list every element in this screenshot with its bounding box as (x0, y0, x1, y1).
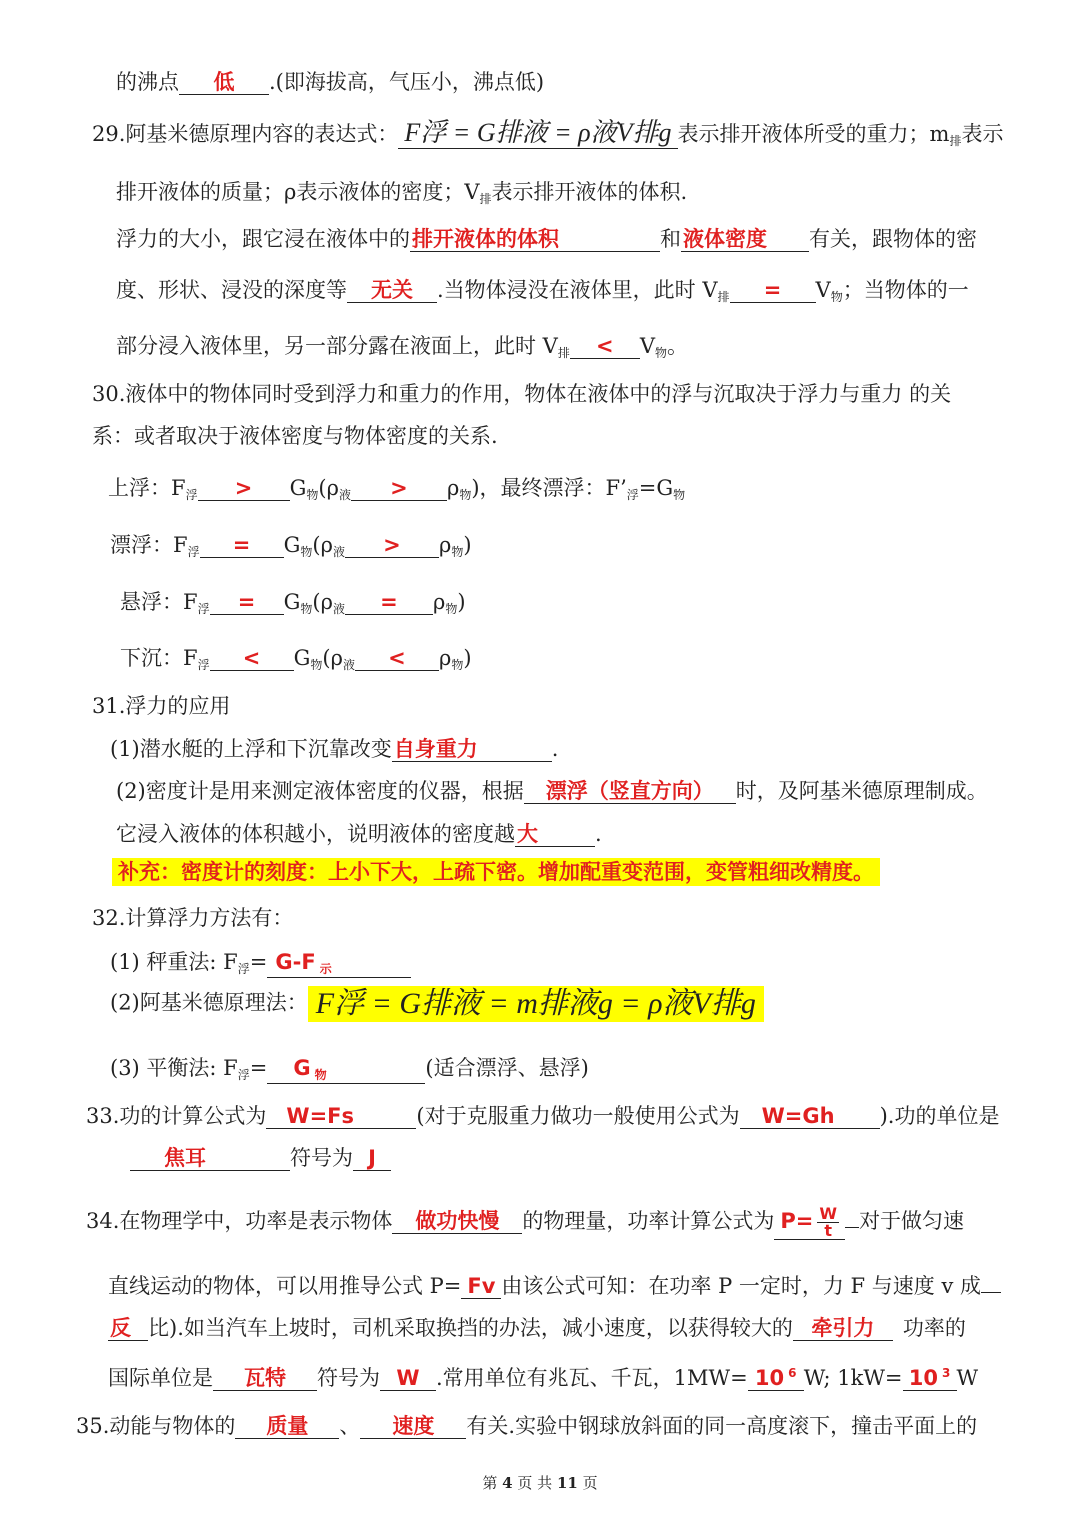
answer: > (383, 533, 401, 557)
text: 11 (556, 1474, 578, 1492)
answer-blank (524, 779, 736, 804)
answer: G-F (275, 950, 316, 974)
text-line (110, 737, 558, 762)
text: 浮力的大小，跟它浸在液体中的 (116, 227, 410, 251)
text: 页 (582, 1474, 598, 1492)
answer: 漂浮（竖直方向） (545, 779, 714, 803)
float-row-suspend (120, 590, 466, 616)
text: 符号为 (290, 1146, 353, 1170)
question-34 (86, 1206, 964, 1240)
subscript: 物 (310, 658, 323, 672)
text: 直线运动的物体，可以用推导公式 P= (108, 1274, 462, 1298)
question-33 (86, 1104, 999, 1129)
text: (2)密度计是用来测定液体密度的仪器，根据 (116, 779, 524, 803)
float-row-rise (108, 476, 685, 502)
text-line (116, 822, 602, 847)
text-line (108, 1366, 978, 1391)
subscript: 物 (655, 346, 668, 360)
text: ；当物体的一 (842, 278, 969, 302)
method-balance (110, 1056, 589, 1084)
answer: > (390, 476, 408, 500)
text: W (956, 1366, 979, 1390)
subscript: 物 (830, 290, 843, 304)
subscript: 物 (445, 602, 458, 616)
text (845, 1227, 859, 1228)
answer: 6 (788, 1366, 797, 1380)
answer-blank (213, 1366, 317, 1391)
text-line (116, 334, 688, 360)
text: 时，及阿基米德原理制成。 (735, 779, 988, 803)
text: (ρ (322, 646, 343, 670)
answer-blank (200, 533, 284, 558)
text: (1) 秤重法: F (110, 950, 238, 974)
subscript: 浮 (626, 488, 639, 502)
answer: 做功快慢 (415, 1209, 500, 1233)
answer: W=Fs (286, 1104, 355, 1128)
subscript: 排 (949, 134, 962, 148)
answer-blank (981, 1292, 1001, 1293)
text: 和 (660, 227, 681, 251)
answer: < (596, 334, 614, 358)
answer-blank (235, 1414, 339, 1439)
text: (对于克服重力做功一般使用公式为 (416, 1104, 740, 1128)
text: 悬浮：F (120, 590, 198, 614)
text: G (283, 533, 301, 557)
text-line (108, 1274, 1001, 1299)
answer: W=Gh (761, 1104, 835, 1128)
text: ) (463, 533, 472, 557)
answer-blank (108, 1316, 148, 1341)
text: 系：或者取决于液体密度与物体密度的关系. (92, 424, 498, 448)
text: 33.功的计算公式为 (86, 1104, 267, 1128)
text: 它浸入液体的体积越小，说明液体的密度越 (116, 822, 515, 846)
text: ) (457, 590, 466, 614)
text: .(即海拔高，气压小，沸点低) (269, 70, 545, 94)
text: . (551, 737, 559, 761)
answer: 牵引力 (811, 1316, 875, 1340)
answer-blank (774, 1206, 845, 1240)
answer: > (234, 476, 253, 500)
text: 部分浸入液体里，另一部分露在液面上，此时 V (116, 334, 558, 358)
answer-blank (793, 1316, 893, 1341)
text: 下沉：F (120, 646, 198, 670)
float-row-sink (120, 646, 472, 672)
text: G (293, 646, 311, 670)
text: 表示排开液体所受的重力；m (677, 122, 950, 146)
question-35 (76, 1414, 977, 1439)
answer-blank (353, 1146, 391, 1171)
answer-blank (351, 476, 447, 501)
text (817, 1206, 839, 1239)
subscript: 物 (451, 658, 464, 672)
text: =G (638, 476, 674, 500)
subscript: 物 (306, 488, 319, 502)
text: 。 (667, 334, 689, 358)
method-weighing (110, 950, 411, 978)
text: 页 共 (517, 1474, 553, 1492)
subscript: 物 (300, 602, 313, 616)
answer: 液体密度 (683, 227, 767, 251)
text: ρ (446, 476, 460, 500)
text: 30.液体中的物体同时受到浮力和重力的作用，物体在液体中的浮与沉取决于浮力与重力 的关 (92, 382, 952, 406)
text: 4 (502, 1474, 513, 1492)
supplement-note (112, 860, 880, 885)
text: 上浮：F (108, 476, 186, 500)
answer-blank (515, 822, 595, 847)
subscript: 排 (557, 346, 570, 360)
answer: 3 (941, 1366, 951, 1380)
text: 第 (482, 1474, 498, 1492)
answer: 速度 (392, 1414, 435, 1438)
text: 由该公式可知：在功率 P 一定时，力 F 与速度 v 成 (501, 1274, 982, 1298)
text: = (249, 950, 268, 974)
subscript: 液 (338, 488, 351, 502)
answer-blank (461, 1274, 501, 1299)
subscript: 液 (332, 545, 345, 559)
answer: < (388, 646, 406, 670)
text-line (116, 227, 977, 252)
text: V (639, 334, 656, 358)
answer: 低 (213, 70, 235, 94)
text: 35.动能与物体的 (76, 1414, 236, 1438)
answer-blank (179, 70, 269, 95)
text: 符号为 (317, 1366, 380, 1390)
text: W; 1kW= (803, 1366, 903, 1390)
subscript: 浮 (237, 1068, 250, 1082)
answer: = (763, 278, 782, 302)
answer-blank (210, 590, 284, 615)
answer-blank (267, 1056, 425, 1084)
answer-blank (410, 227, 660, 252)
answer: 焦耳 (164, 1146, 206, 1170)
subscript: 排 (717, 290, 730, 304)
text: (适合漂浮、悬浮) (425, 1056, 589, 1080)
subscript: 浮 (197, 602, 210, 616)
subscript: 液 (342, 658, 355, 672)
answer: 无关 (371, 278, 413, 302)
answer: = (232, 533, 251, 557)
text: .当物体浸没在液体里，此时 V (437, 278, 718, 302)
subscript: 物 (459, 488, 472, 502)
answer-blank (210, 646, 294, 671)
text: ρ (438, 646, 452, 670)
answer-blank (347, 278, 437, 303)
answer-blank (740, 1104, 880, 1129)
text: 度、形状、浸没的深度等 (116, 278, 347, 302)
text-line (116, 70, 544, 95)
text: ) (463, 646, 472, 670)
answer-blank (355, 646, 439, 671)
answer-blank (130, 1146, 290, 1171)
text-line (116, 180, 687, 206)
answer-blank (392, 737, 552, 762)
answer-blank (380, 1366, 436, 1391)
answer: W (819, 1204, 838, 1223)
text: (ρ (312, 590, 333, 614)
text: 表示排开液体的体积. (491, 180, 688, 204)
text: 阿基米德原理内容的表达式： (125, 122, 399, 146)
text: 31.浮力的应用 (92, 694, 231, 718)
text: 表示 (961, 122, 1004, 146)
text: G (289, 476, 307, 500)
method-archimedes (110, 986, 764, 1022)
subscript: 排 (479, 192, 492, 206)
answer: 自身重力 (393, 737, 478, 761)
answer: < (242, 646, 261, 670)
text: 国际单位是 (108, 1366, 213, 1390)
answer: P= (780, 1209, 814, 1233)
text-line (116, 278, 969, 304)
subscript: 浮 (187, 545, 200, 559)
answer: 物 (314, 1068, 327, 1082)
question-30 (92, 382, 951, 407)
subscript: 浮 (185, 488, 198, 502)
answer: 反 (110, 1316, 131, 1340)
text: 功率的 (902, 1316, 966, 1340)
text: G (283, 590, 301, 614)
text: (ρ (318, 476, 339, 500)
text: ρ (438, 533, 452, 557)
question-31-title (92, 694, 230, 719)
answer-blank (903, 1366, 957, 1391)
answer-blank (345, 533, 439, 558)
text: .常用单位有兆瓦、千瓦，1MW= (436, 1366, 748, 1390)
question-32-title (92, 906, 293, 931)
text: 排开液体的质量；ρ表示液体的密度；V (116, 180, 480, 204)
text: 的沸点 (116, 70, 179, 94)
answer: W (396, 1366, 420, 1390)
text-line (92, 424, 498, 449)
text: = (249, 1056, 268, 1080)
answer: Fv (467, 1274, 496, 1298)
answer-blank (267, 950, 411, 978)
subscript: 物 (451, 545, 464, 559)
text-line (130, 1146, 391, 1171)
text: 比).如当汽车上坡时，司机采取换挡的办法，减小速度，以获得较大的 (148, 1316, 793, 1340)
text: 漂浮：F (110, 533, 188, 557)
page-footer (0, 1472, 1080, 1493)
answer-blank (392, 1209, 522, 1234)
text-line (116, 779, 988, 804)
float-row-float (110, 533, 472, 559)
text: (1)潜水艇的上浮和下沉靠改变 (110, 737, 392, 761)
text: . (595, 822, 602, 846)
text: 的物理量，功率计算公式为 (522, 1209, 775, 1233)
subscript: 液 (332, 602, 345, 616)
answer: t (824, 1221, 833, 1240)
text: 有关.实验中钢球放斜面的同一高度滚下，撞击平面上的 (466, 1414, 978, 1438)
answer-blank (398, 118, 677, 149)
answer: J (368, 1146, 376, 1170)
answer: = (237, 590, 256, 614)
subscript: 浮 (237, 962, 250, 976)
archimedes-formula: F浮 = G排液 = ρ液V排g (404, 118, 672, 147)
text: 对于做匀速 (859, 1209, 965, 1233)
subscript: 物 (673, 488, 686, 502)
question-29 (92, 118, 1003, 149)
text: )，最终漂浮：F’ (471, 476, 627, 500)
text: 34.在物理学中，功率是表示物体 (86, 1209, 393, 1233)
answer-blank (266, 1104, 416, 1129)
answer-blank (748, 1366, 804, 1391)
subscript: 物 (300, 545, 313, 559)
text: 有关，跟物体的密 (809, 227, 977, 251)
answer: 排开液体的体积 (412, 227, 559, 251)
text: 、 (339, 1414, 361, 1438)
answer: = (380, 590, 398, 614)
text-line (108, 1316, 966, 1341)
answer-blank (198, 476, 290, 501)
text: V (815, 278, 831, 302)
text: (3) 平衡法: F (110, 1056, 238, 1080)
archimedes-formula-highlight: F浮 = G排液 = m排液g = ρ液V排g (308, 986, 764, 1022)
answer-blank (730, 278, 816, 303)
subscript: 浮 (197, 658, 210, 672)
text: ρ (432, 590, 446, 614)
text: 补充：密度计的刻度：上小下大，上疏下密。增加配重变范围，变管粗细改精度。 (112, 858, 880, 886)
text: (2)阿基米德原理法： (110, 990, 308, 1015)
answer: 质量 (266, 1414, 309, 1438)
text: (ρ (312, 533, 333, 557)
answer: 10 (908, 1366, 938, 1390)
answer-blank (570, 334, 640, 359)
answer: 示 (319, 962, 332, 976)
answer-blank (360, 1414, 466, 1439)
text: ).功的单位是 (879, 1104, 1000, 1128)
answer-blank (345, 590, 433, 615)
answer: 大 (517, 822, 538, 846)
answer: 10 (754, 1366, 785, 1390)
answer: 瓦特 (244, 1366, 286, 1390)
answer-blank (681, 227, 809, 252)
answer: G (293, 1056, 311, 1080)
text: 29. (92, 122, 126, 146)
text: 32.计算浮力方法有： (92, 906, 294, 930)
